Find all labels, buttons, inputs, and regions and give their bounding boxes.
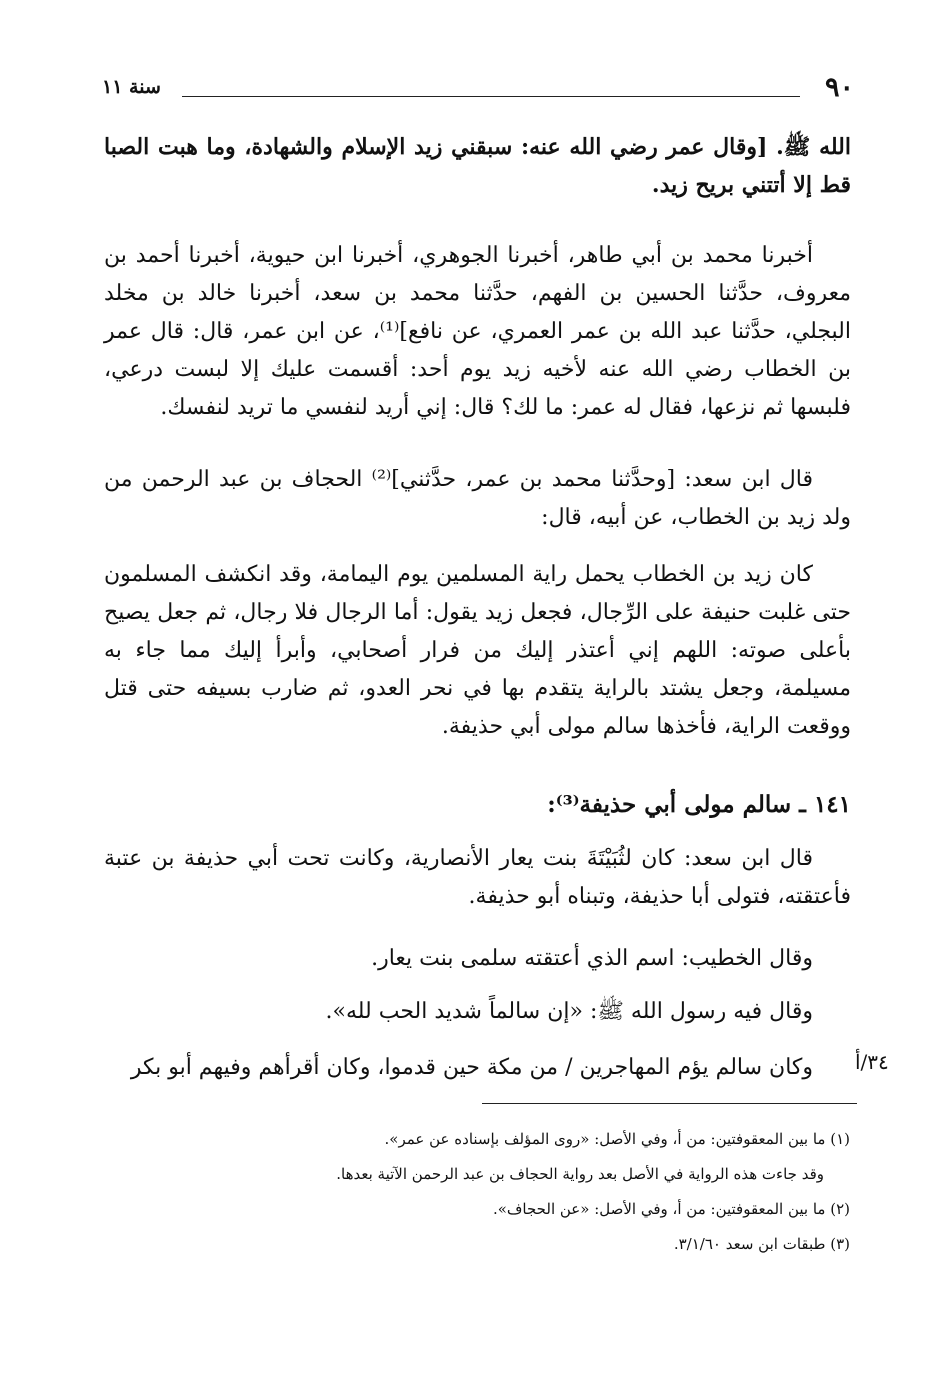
footnote-1: (١) ما بين المعقوفتين: من أ، وفي الأصل: «روى المؤلف بإسناده عن عمر». <box>384 1130 850 1148</box>
page-number: ٩٠ <box>824 72 854 103</box>
paragraph-continuation <box>104 128 851 204</box>
footnote-1-note: وقد جاءت هذه الرواية في الأصل بعد رواية الحجاف بن عبد الرحمن الآتية بعدها. <box>336 1165 824 1183</box>
paragraph-salim <box>104 840 851 916</box>
paragraph-text: قال ابن سعد: كان لثُبَيْتَةَ بنت يعار الأنصارية، وكانت تحت أبي حذيفة بن عتبة فأعتقته، فتولى أبا حذيفة، وتبناه أبو حذيفة. <box>104 846 851 909</box>
paragraph-isnad <box>104 237 851 427</box>
manuscript-folio-ref: ٣٤/أ <box>855 1050 889 1074</box>
footnote-separator <box>482 1103 857 1104</box>
paragraph-last-line <box>104 1049 851 1087</box>
paragraph-khatib <box>104 940 851 978</box>
section-heading <box>104 786 851 824</box>
footnote-2: (٢) ما بين المعقوفتين: من أ، وفي الأصل: «عن الحجاف». <box>492 1200 850 1218</box>
paragraph-text: وقال فيه رسول الله ﷺ: «إن سالماً شديد الحب لله». <box>325 999 813 1024</box>
paragraph-text: قال ابن سعد: [وحدَّثنا محمد بن عمر، حدَّثني]⁽²⁾ الحجاف بن عبد الرحمن من ولد زيد بن الخطاب، عن أبيه، قال: <box>104 467 851 530</box>
header-rule <box>182 96 800 97</box>
page-header <box>102 72 858 108</box>
paragraph-text: أخبرنا محمد بن أبي طاهر، أخبرنا الجوهري، أخبرنا ابن حيوية، أخبرنا أحمد بن معروف، حدَّثنا الحسين بن الفهم، حدَّثنا محمد بن سعد، أخبرنا خالد بن مخلد البجلي، حدَّثنا عبد الله بن عمر العمري، عن نافع]⁽¹⁾، عن ابن عمر، قال: قال عمر بن الخطاب رضي الله عنه لأخيه زيد يوم أحد: أقسمت عليك إلا لبست درعي، فلبسها ثم نزعها، فقال له عمر: ما لك؟ قال: إني أريد لنفسي ما تريد لنفسك. <box>104 243 852 420</box>
footnotes <box>250 1122 850 1262</box>
paragraph-text: كان زيد بن الخطاب يحمل راية المسلمين يوم اليمامة، وقد انكشف المسلمون حتى غلبت حنيفة على الرِّجال، فجعل زيد يقول: أما الرجال فلا رجال، ثم جعل يصيح بأعلى صوته: اللهم إني أعتذر إليك من فرار أصحابي، وأبرأ إليك مما جاء به مسيلمة، وجعل يشتد بالراية يتقدم بها في نحر العدو، ثم ضارب بسيفه حتى قتل ووقعت الراية، فأخذها سالم مولى أبي حذيفة. <box>104 562 851 739</box>
paragraph-ibn-saad <box>104 461 851 537</box>
paragraph-narration <box>104 556 851 746</box>
entry-heading: ١٤١ ـ سالم مولى أبي حذيفة⁽³⁾: <box>547 791 851 818</box>
footnote-3: (٣) طبقات ابن سعد ٣/١/٦٠. <box>673 1235 850 1253</box>
paragraph-hadith <box>104 993 851 1031</box>
year-label: سنة ١١ <box>102 76 161 98</box>
paragraph-text: وقال الخطيب: اسم الذي أعتقته سلمى بنت يعار. <box>371 946 813 971</box>
paragraph-text: وكان سالم يؤم المهاجرين / من مكة حين قدموا، وكان أقرأهم وفيهم أبو بكر <box>130 1055 813 1080</box>
paragraph-text: الله ﷺ. [وقال عمر رضي الله عنه: سبقني زيد الإسلام والشهادة، وما هبت الصبا قط إلا أتتني بريح زيد. <box>104 134 851 198</box>
